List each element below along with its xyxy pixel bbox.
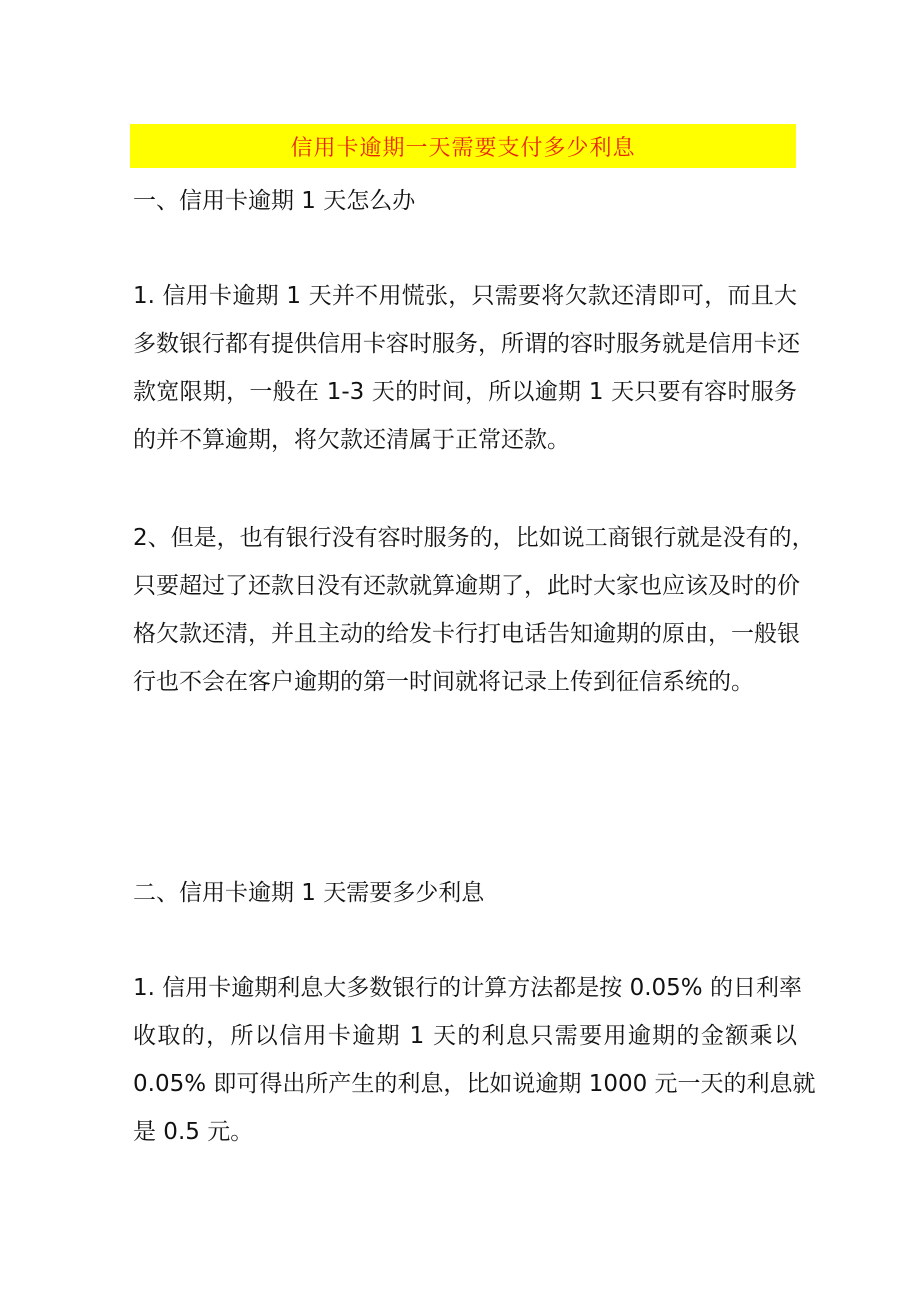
- paragraph-line: 1. 信用卡逾期 1 天并不用慌张，只需要将欠款还清即可，而且大: [133, 283, 797, 309]
- paragraph-line: 的并不算逾期，将欠款还清属于正常还款。: [133, 427, 570, 453]
- paragraph-line: 格欠款还清，并且主动的给发卡行打电话告知逾期的原由，一般银: [133, 621, 800, 647]
- section-1-paragraph-1: [133, 272, 803, 464]
- title-banner: [130, 124, 796, 168]
- paragraph-line: 收取的，所以信用卡逾期 1 天的利息只需要用逾期的金额乘以: [133, 1023, 797, 1049]
- paragraph-line: 行也不会在客户逾期的第一时间就将记录上传到征信系统的。: [133, 669, 754, 695]
- section-2-paragraph-1: [133, 964, 816, 1156]
- paragraph-line: 款宽限期，一般在 1-3 天的时间，所以逾期 1 天只要有容时服务: [133, 379, 797, 405]
- section-2-heading: 二、信用卡逾期 1 天需要多少利息: [133, 880, 485, 906]
- paragraph-line: 是 0.5 元。: [133, 1119, 254, 1145]
- section-1-paragraph-2: [133, 514, 815, 706]
- paragraph-line: 2、但是，也有银行没有容时服务的，比如说工商银行就是没有的，: [133, 525, 815, 551]
- section-1-heading: 一、信用卡逾期 1 天怎么办: [133, 188, 416, 214]
- document-title: 信用卡逾期一天需要支付多少利息: [290, 135, 636, 161]
- paragraph-line: 1. 信用卡逾期利息大多数银行的计算方法都是按 0.05% 的日利率: [133, 975, 802, 1001]
- paragraph-line: 只要超过了还款日没有还款就算逾期了，此时大家也应该及时的价: [133, 573, 800, 599]
- paragraph-line: 多数银行都有提供信用卡容时服务，所谓的容时服务就是信用卡还: [133, 331, 800, 357]
- paragraph-line: 0.05% 即可得出所产生的利息，比如说逾期 1000 元一天的利息就: [133, 1071, 816, 1097]
